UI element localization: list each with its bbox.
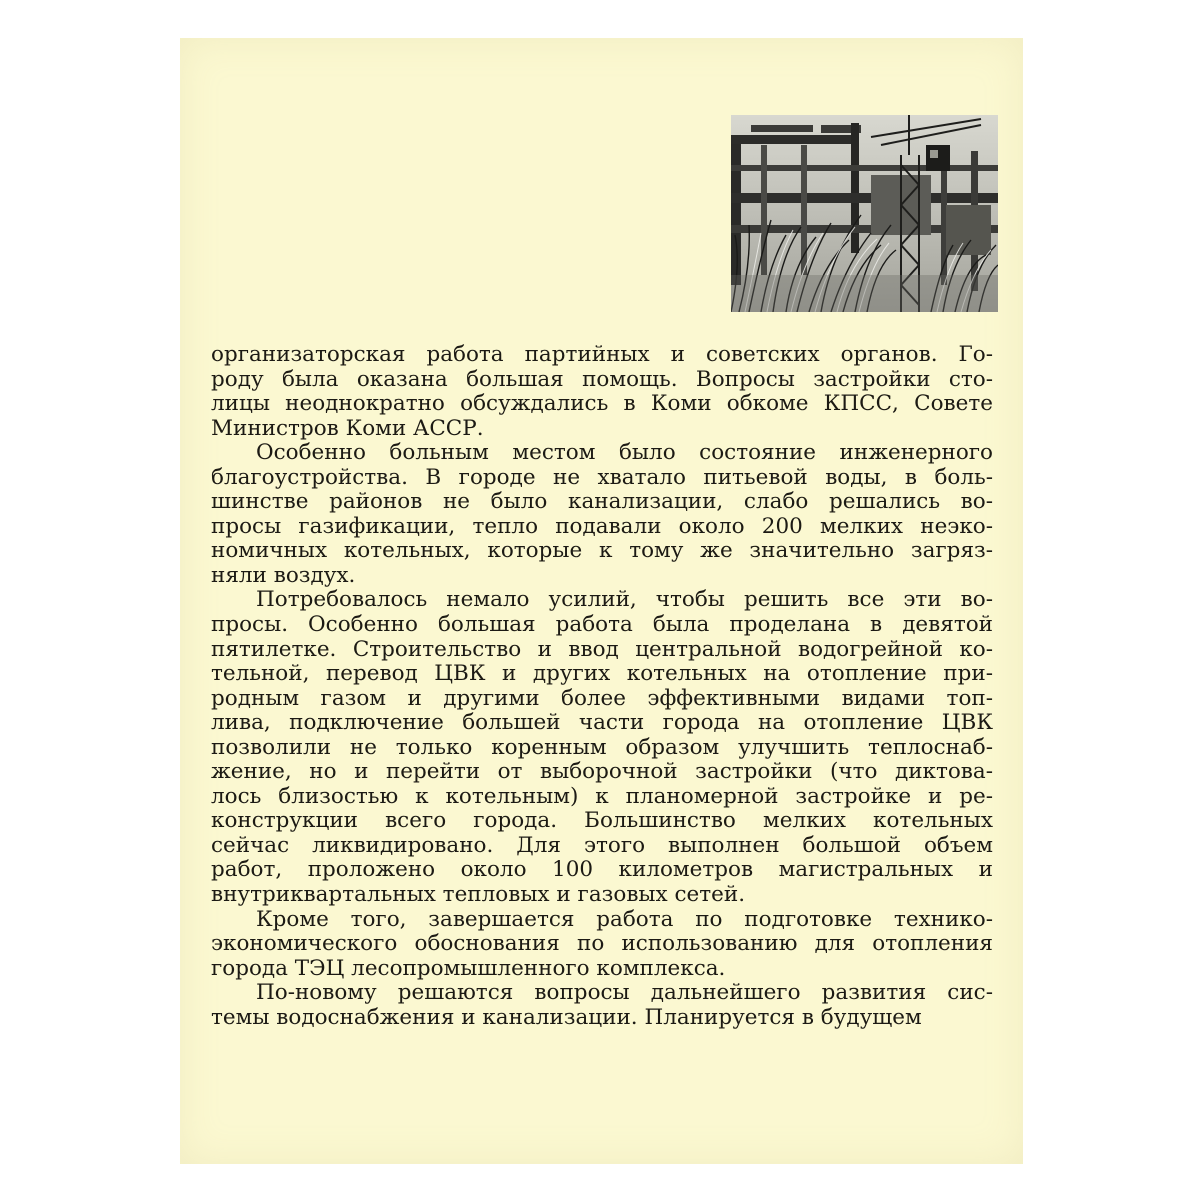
text-line: лось близостью к котельным) к планомерной застройке и ре- [211, 784, 993, 809]
text-line: По-новому решаются вопросы дальнейшего развития сис- [256, 981, 993, 1006]
text-line: шинстве районов не было канализации, слабо решались во- [211, 490, 993, 515]
text-line: Кроме того, завершается работа по подготовке технико- [256, 907, 993, 932]
paragraph [211, 588, 993, 907]
paragraph [211, 981, 993, 1030]
text-line: позволили не только коренным образом улучшить теплоснаб- [211, 735, 993, 760]
text-line: экономического обоснования по использованию для отопления [211, 932, 993, 957]
paragraph [211, 343, 993, 441]
text-line: Особенно больным местом было состояние инженерного [256, 441, 993, 466]
text-line: няли воздух. [211, 563, 356, 588]
text-line: Министров Коми АССР. [211, 416, 484, 441]
text-line: жение, но и перейти от выборочной застройки (что диктова- [211, 760, 993, 785]
text-line: темы водоснабжения и канализации. Планируется в будущем [211, 1005, 922, 1030]
text-line: роду была оказана большая помощь. Вопросы застройки сто- [211, 367, 993, 392]
text-line: Потребовалось немало усилий, чтобы решить все эти во- [256, 588, 993, 613]
book-page [180, 38, 1023, 1164]
paragraph [211, 441, 993, 588]
text-line: благоустройства. В городе не хватало питьевой воды, в боль- [211, 465, 993, 490]
text-line: тельной, перевод ЦВК и других котельных на отопление при- [211, 662, 993, 687]
text-line: пятилетке. Строительство и ввод центральной водогрейной ко- [211, 637, 993, 662]
text-line: просы. Особенно большая работа была проделана в девятой [211, 613, 993, 638]
text-line: родным газом и другими более эффективными видами топ- [211, 686, 993, 711]
text-line: города ТЭЦ лесопромышленного комплекса. [211, 956, 726, 981]
body-text [211, 343, 993, 1030]
text-line: организаторская работа партийных и советских органов. Го- [211, 343, 993, 367]
text-line: конструкции всего города. Большинство мелких котельных [211, 809, 993, 834]
text-line: просы газификации, тепло подавали около 200 мелких неэко- [211, 514, 993, 539]
text-line: номичных котельных, которые к тому же значительно загряз- [211, 539, 993, 564]
construction-site-crane-icon [731, 115, 998, 312]
text-line: лицы неоднократно обсуждались в Коми обкоме КПСС, Совете [211, 392, 993, 417]
paragraph [211, 908, 993, 982]
text-line: сейчас ликвидировано. Для этого выполнен большой объем [211, 833, 993, 858]
construction-photo [731, 115, 998, 312]
text-line: работ, проложено около 100 километров магистральных и [211, 858, 993, 883]
text-line: лива, подключение большей части города на отопление ЦВК [211, 711, 993, 736]
text-line: внутриквартальных тепловых и газовых сетей. [211, 883, 746, 908]
